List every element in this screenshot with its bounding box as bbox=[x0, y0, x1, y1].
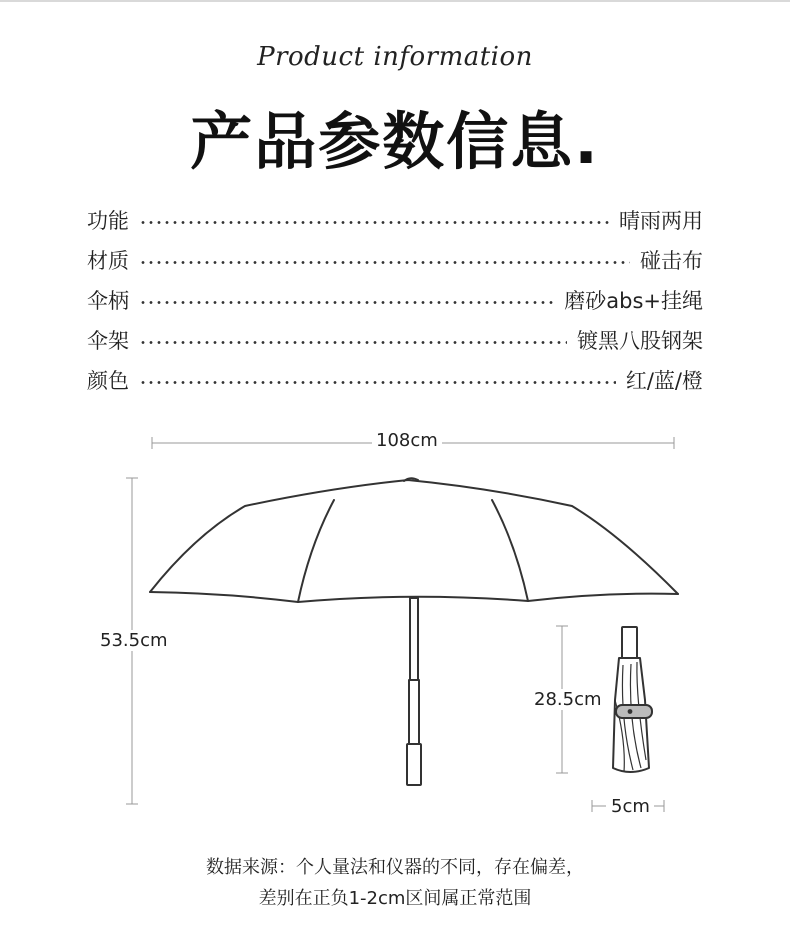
open-height-label: 53.5cm bbox=[96, 630, 172, 651]
spec-label: 材质 bbox=[87, 249, 129, 273]
spec-value: 碰击布 bbox=[640, 249, 703, 273]
section-subtitle: Product information bbox=[257, 42, 533, 72]
spec-value: 镀黑八股钢架 bbox=[577, 329, 703, 353]
open-width-label: 108cm bbox=[372, 430, 442, 451]
spec-label: 颜色 bbox=[87, 369, 129, 393]
folded-width-label: 5cm bbox=[607, 796, 654, 817]
open-umbrella-illustration bbox=[150, 478, 678, 785]
spec-label: 伞柄 bbox=[87, 289, 129, 313]
page-title: 产品参数信息. bbox=[190, 105, 600, 178]
measurement-note-line2: 差别在正负1-2cm区间属正常范围 bbox=[258, 888, 532, 909]
folded-umbrella-illustration bbox=[613, 627, 652, 772]
spec-value: 晴雨两用 bbox=[619, 209, 703, 233]
spec-value: 红/蓝/橙 bbox=[625, 369, 703, 393]
spec-value: 磨砂abs+挂绳 bbox=[564, 289, 703, 313]
measurement-note-line1: 数据来源：个人量法和仪器的不同，存在偏差， bbox=[206, 857, 584, 878]
spec-label: 伞架 bbox=[87, 329, 129, 353]
spec-label: 功能 bbox=[87, 209, 129, 233]
folded-height-label: 28.5cm bbox=[530, 689, 606, 710]
